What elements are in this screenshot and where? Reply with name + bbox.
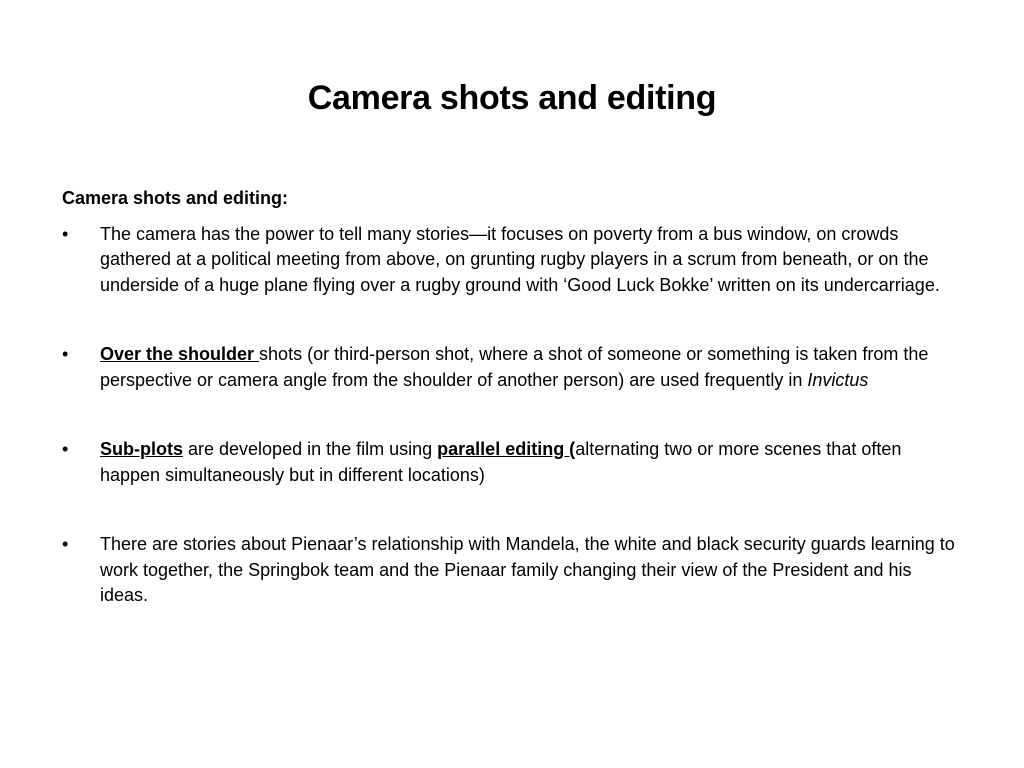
bullet-text: shots (or third-person shot, where a shot of someone or something is taken from the perspective or camera angle from the shoulder of another person) are used frequently in — [100, 344, 929, 390]
term-over-the-shoulder: Over the shoulder — [100, 344, 260, 364]
term-parallel-editing: parallel editing ( — [437, 439, 576, 459]
bullet-item — [62, 342, 962, 393]
bullet-marker: • — [62, 223, 69, 244]
bullet-item — [62, 437, 962, 488]
bullet-text: The camera has the power to tell many stories—it focuses on poverty from a bus window, on crowds gathered at a political meeting from above, on grunting rugby players in a scrum from beneath, or on the underside of a huge plane flying over a rugby ground with ‘Good Luck Bokke’ written on its undercarriage. — [100, 223, 940, 295]
bullet-text: are developed in the film using — [183, 439, 438, 459]
bullet-marker: • — [62, 439, 69, 459]
term-sub-plots: Sub-plots — [100, 439, 183, 459]
bullet-item — [62, 532, 962, 609]
slide-title: Camera shots and editing — [307, 79, 717, 117]
bullet-text: alternating two or more scenes that often happen simultaneously but in different locations) — [100, 439, 902, 485]
bullet-marker: • — [62, 534, 69, 554]
bullet-marker: • — [62, 344, 69, 364]
film-title: Invictus — [807, 369, 869, 390]
body-subheading: Camera shots and editing: — [62, 188, 289, 208]
bullet-text: There are stories about Pienaar’s relationship with Mandela, the white and black security guards learning to work together, the Springbok team and the Pienaar family changing their view of the President and his ideas. — [100, 534, 955, 605]
bullet-item — [62, 222, 962, 299]
slide-body — [62, 186, 962, 609]
